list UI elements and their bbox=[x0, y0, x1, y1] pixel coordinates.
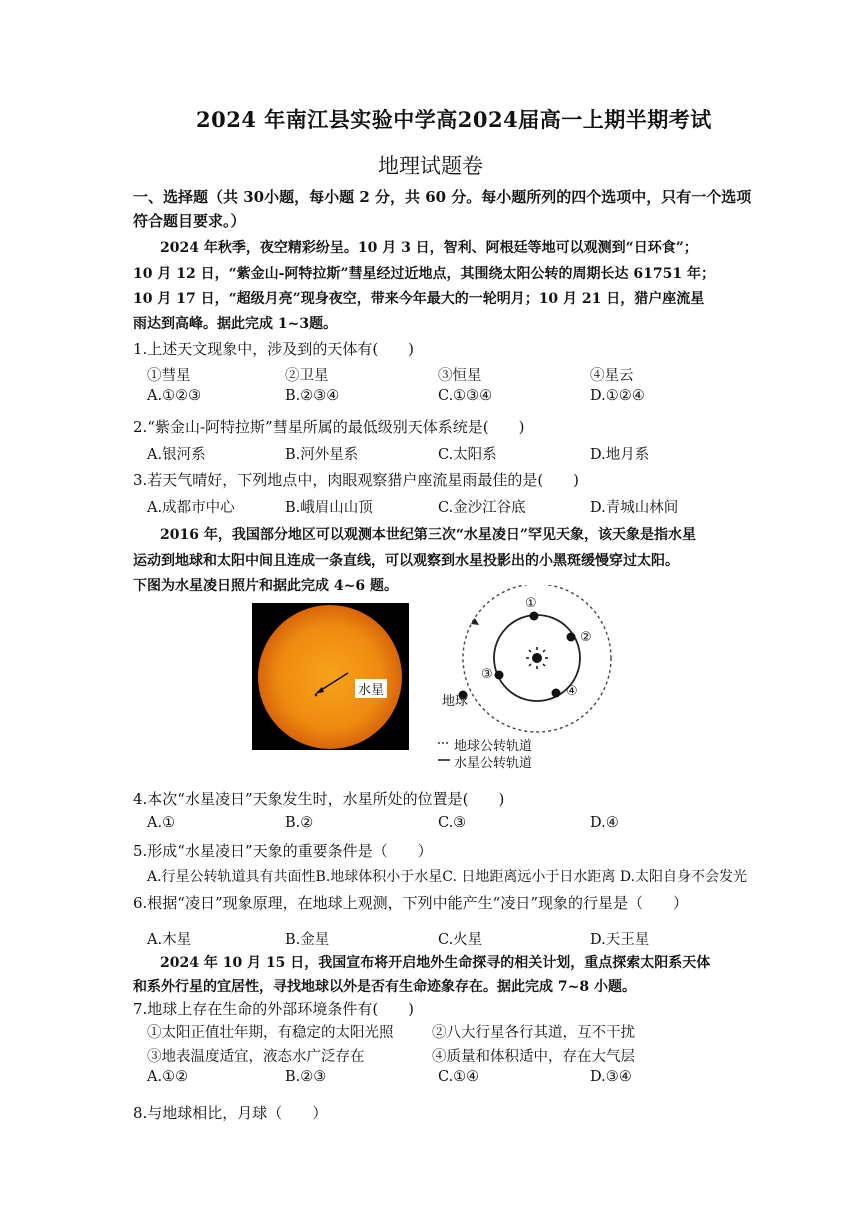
position-label-3: ③ bbox=[481, 667, 493, 682]
earth-label: 地球 bbox=[442, 694, 469, 709]
q7-option-c[interactable]: C.①④ bbox=[438, 1069, 480, 1085]
passage2-line1: 2016 年，我国部分地区可以观测本世纪第三次“水星凌日”罕见天象，该天象是指水星 bbox=[160, 527, 696, 543]
passage1-line4: 雨达到高峰。据此完成 1~3题。 bbox=[133, 316, 338, 332]
q1-item: ①彗星 bbox=[147, 368, 191, 384]
q8-stem: 8.与地球相比，月球（ ） bbox=[133, 1104, 328, 1122]
position-label-2: ② bbox=[580, 630, 592, 645]
q4-option-a[interactable]: A.① bbox=[147, 815, 176, 831]
q1-option-b[interactable]: B.②③④ bbox=[285, 388, 340, 404]
q7-item: ③地表温度适宜，液态水广泛存在 bbox=[147, 1049, 365, 1065]
passage3-line1: 2024 年 10 月 15 日，我国宣布将开启地外生命探寻的相关计划，重点探索太阳系天体 bbox=[160, 955, 711, 971]
mercury-photo-label: 水星 bbox=[355, 679, 387, 698]
q6-option-d[interactable]: D.天王星 bbox=[590, 932, 650, 948]
q1-item: ②卫星 bbox=[285, 368, 329, 384]
mercury-dot bbox=[315, 694, 318, 697]
mercury-position-2 bbox=[567, 633, 576, 642]
q3-option-c[interactable]: C.金沙江谷底 bbox=[438, 500, 526, 516]
q2-stem: 2.“紫金山-阿特拉斯”彗星所属的最低级别天体系统是( ) bbox=[133, 418, 525, 436]
mercury-position-3 bbox=[495, 671, 504, 680]
q6-option-c[interactable]: C.火星 bbox=[438, 932, 483, 948]
passage3-line2: 和系外行星的宜居性，寻找地球以外是否有生命迹象存在。据此完成 7~8 小题。 bbox=[133, 979, 636, 995]
q7-option-a[interactable]: A.①② bbox=[147, 1069, 189, 1085]
q7-item: ④质量和体积适中，存在大气层 bbox=[432, 1049, 635, 1065]
q7-stem: 7.地球上存在生命的外部环境条件有( ) bbox=[133, 1000, 415, 1018]
passage1-line3: 10 月 17 日，“超级月亮”现身夜空，带来今年最大的一轮明月；10 月 21 日，猎户座流星 bbox=[133, 291, 705, 307]
position-label-4: ④ bbox=[566, 684, 578, 699]
sun-symbol bbox=[526, 647, 548, 669]
q1-option-a[interactable]: A.①②③ bbox=[147, 388, 202, 404]
q3-option-a[interactable]: A.成都市中心 bbox=[147, 500, 235, 516]
q3-option-b[interactable]: B.峨眉山山顶 bbox=[285, 500, 373, 516]
q7-option-d[interactable]: D.③④ bbox=[590, 1069, 632, 1085]
passage1-line2: 10 月 12 日，“紫金山-阿特拉斯”彗星经过近地点，其围绕太阳公转的周期长达 61751 年； bbox=[133, 266, 715, 282]
q5-stem: 5.形成“水星凌日”天象的重要条件是（ ） bbox=[133, 842, 433, 860]
q4-option-c[interactable]: C.③ bbox=[438, 815, 467, 831]
q2-option-a[interactable]: A.银河系 bbox=[147, 447, 206, 463]
sun-disk bbox=[258, 605, 402, 749]
q7-option-b[interactable]: B.②③ bbox=[285, 1069, 327, 1085]
q5-options-line[interactable]: A.行星公转轨道具有共面性B.地球体积小于水星C. 日地距离远小于日水距离 D.太阳自身不会发光 bbox=[147, 869, 748, 885]
q4-option-d[interactable]: D.④ bbox=[590, 815, 619, 831]
page-subtitle: 地理试题卷 bbox=[378, 154, 483, 178]
q3-option-d[interactable]: D.青城山林间 bbox=[590, 500, 679, 516]
legend-mercury-orbit: 水星公转轨道 bbox=[454, 756, 533, 771]
mercury-position-1 bbox=[530, 612, 539, 621]
q1-option-d[interactable]: D.①②④ bbox=[590, 388, 645, 404]
q6-stem: 6.根据“凌日”现象原理，在地球上观测，下列中能产生“凌日”现象的行星是（ ） bbox=[133, 894, 688, 912]
q7-item: ①太阳正值壮年期，有稳定的太阳光照 bbox=[147, 1025, 394, 1041]
q6-option-b[interactable]: B.金星 bbox=[285, 932, 330, 948]
section-instructions-line1: 一、选择题（共 30小题，每小题 2 分，共 60 分。每小题所列的四个选项中，只有一个选项 bbox=[133, 188, 752, 206]
sun-photo-drawing bbox=[252, 603, 409, 750]
passage2-line3: 下图为水星凌日照片和据此完成 4~6 题。 bbox=[133, 578, 398, 594]
passage1-line1: 2024 年秋季，夜空精彩纷呈。10 月 3 日，智利、阿根廷等地可以观测到“日环食”； bbox=[160, 240, 698, 256]
q6-option-a[interactable]: A.木星 bbox=[147, 932, 192, 948]
mercury-transit-photo bbox=[252, 603, 409, 750]
q1-item: ④星云 bbox=[590, 368, 634, 384]
q1-stem: 1.上述天文现象中，涉及到的天体有( ) bbox=[133, 340, 415, 358]
q7-item: ②八大行星各行其道，互不干扰 bbox=[432, 1025, 635, 1041]
q2-option-b[interactable]: B.河外星系 bbox=[285, 447, 359, 463]
position-label-1: ① bbox=[525, 596, 537, 611]
q1-option-c[interactable]: C.①③④ bbox=[438, 388, 493, 404]
q3-stem: 3.若天气晴好，下列地点中，肉眼观察猎户座流星雨最佳的是( ) bbox=[133, 471, 580, 489]
passage2-line2: 运动到地球和太阳中间且连成一条直线，可以观察到水星投影出的小黑斑缓慢穿过太阳。 bbox=[133, 553, 679, 569]
q4-stem: 4.本次“水星凌日”天象发生时，水星所处的位置是( ) bbox=[133, 790, 505, 808]
q2-option-d[interactable]: D.地月系 bbox=[590, 447, 650, 463]
q2-option-c[interactable]: C.太阳系 bbox=[438, 447, 497, 463]
legend-earth-orbit: 地球公转轨道 bbox=[454, 739, 533, 754]
q1-item: ③恒星 bbox=[438, 368, 482, 384]
mercury-position-4 bbox=[552, 689, 561, 698]
page-title: 2024 年南江县实验中学高2024届高一上期半期考试 bbox=[196, 107, 712, 132]
section-instructions-line2: 符合题目要求。） bbox=[133, 212, 246, 230]
q4-option-b[interactable]: B.② bbox=[285, 815, 314, 831]
